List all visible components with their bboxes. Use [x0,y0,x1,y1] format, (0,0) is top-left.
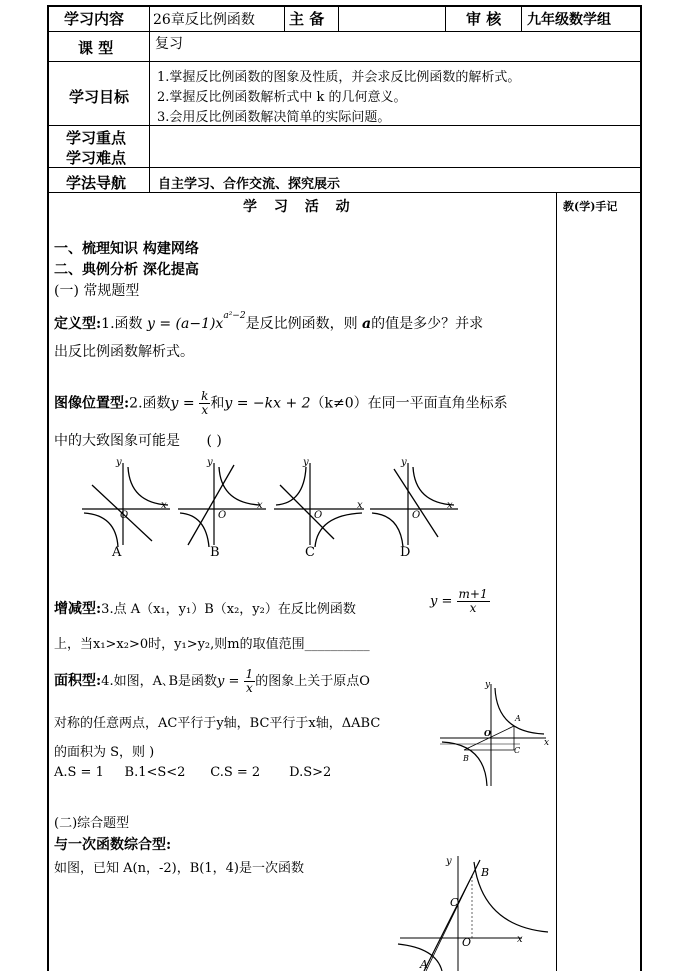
figure-label-origin: O [462,936,472,949]
fraction [244,668,256,695]
question-text: 1.函数 [101,316,143,332]
row-divider [47,31,642,32]
fraction [199,390,210,417]
area-question-figure [440,680,550,790]
formula: y = [217,674,240,689]
axis-label-x: x [447,500,453,511]
outer-left-border [47,5,49,971]
question-4-line-3: 的面积为 S，则 ) [54,745,155,760]
origin-label: O [314,510,323,521]
linear-function-figure [396,852,552,971]
question-4-line-2: 对称的任意两点，AC平行于y轴，BC平行于x轴，ΔABC [54,716,381,731]
origin-label: O [218,510,227,521]
figure-label-y: y [485,680,491,690]
question-5-tag: 与一次函数综合型: [54,837,172,853]
option-label: A [112,545,122,560]
formula: y = [430,594,453,609]
formula: y = [170,395,195,412]
question-1 [54,313,483,333]
question-text: 4.如图，A､B是函数 [101,674,218,689]
goal-item: 2.掌握反比例函数解析式中 k 的几何意义。 [157,90,407,105]
axis-label-y: y [303,457,309,468]
question-text: 2.函数 [129,395,171,412]
axis-label-y: y [401,457,407,468]
fraction-denominator: x [245,681,253,695]
figure-label-b: B [463,754,469,763]
question-tag: 图像位置型: [54,395,130,412]
fraction-numerator: m+1 [458,587,488,601]
key-points-label: 学习重点 [66,129,127,147]
subsection-heading: (一) 常规题型 [54,283,140,299]
main-prep-label: 主 备 [289,10,325,28]
answer-paren: ( ) [206,433,222,449]
section-heading: 一、梳理知识 构建网络 [54,241,199,257]
outer-right-border [640,5,642,971]
figure-label-a: A [420,958,428,971]
header-divider [521,5,522,31]
figure-label-c: C [514,746,521,755]
axis-label-y: y [116,457,122,468]
question-4 [54,668,370,695]
difficulties-label: 学习难点 [66,149,127,167]
notes-column-divider [556,192,557,971]
variable: a [362,316,372,332]
axis-label-x: x [257,500,263,511]
origin-label: O [412,510,421,521]
row-divider [47,61,642,62]
row-divider [47,125,642,126]
header-divider [445,5,446,31]
axis-label-y: y [207,457,213,468]
graph-option [178,463,266,547]
axis-label-x: x [161,500,167,511]
content-label: 学习内容 [64,10,125,28]
method-label: 学法导航 [66,174,127,192]
figure-label-x: x [544,738,550,748]
question-text: 3.点 A（x₁，y₁）B（x₂，y₂）在反比例函数 [101,602,356,617]
figure-label-a: A [515,714,521,723]
header-divider [338,5,339,31]
course-type-value: 复习 [155,36,183,52]
axis-label-x: x [357,500,363,511]
option-label: B [210,545,220,560]
graph-option [274,463,364,547]
figure-label-c: C [450,896,459,909]
goal-item: 1.掌握反比例函数的图象及性质，并会求反比例函数的解析式。 [157,70,521,85]
question-text: 是反比例函数，则 [245,316,358,332]
question-text: 的图象上关于原点O [255,674,370,689]
section-heading: 二、典例分析 深化提高 [54,262,199,278]
question-3 [54,598,356,618]
row-divider [47,167,642,168]
content-value: 26章反比例函数 [153,12,255,28]
notes-column-label: 教(学)手记 [563,200,618,213]
goal-item: 3.会用反比例函数解决简单的实际问题。 [157,110,391,125]
subsection-heading: (二)综合题型 [54,816,130,831]
question-tag: 面积型: [54,673,102,689]
option-label: D [400,545,411,560]
question-text: 和 [210,395,225,412]
question-tag: 定义型: [54,316,102,332]
question-text: 的值是多少？并求 [371,316,484,332]
question-tag: 增减型: [54,601,102,617]
question-1-line-2: 出反比例函数解析式。 [54,344,194,360]
figure-label-x: x [517,934,523,945]
graph-option [370,463,458,547]
fraction-numerator: 1 [245,667,254,681]
label-column-divider [149,5,150,192]
outer-top-border [47,5,642,7]
review-label: 审 核 [466,10,502,28]
formula: y = −kx + 2 [224,395,311,412]
method-value: 自主学习、合作交流、探究展示 [158,177,341,192]
question-3-line-2: 上，当x₁>x₂>0时，y₁>y₂,则m的取值范围__________ [54,637,370,652]
question-5-text: 如图，已知 A(n，-2)，B(1，4)是一次函数 [54,861,304,876]
option-label: C [305,545,315,560]
question-2-line-2 [54,430,222,450]
row-divider [47,192,642,193]
origin-label: O [120,510,129,521]
graph-option [82,463,170,547]
figure-label-y: y [446,856,452,867]
course-type-label: 课 型 [78,39,114,57]
activity-title: 学 习 活 动 [243,199,356,215]
figure-label-origin: O [484,728,491,738]
fraction-numerator: k [201,389,209,403]
question-4-options: A.S = 1 B.1<S<2 C.S = 2 D.S>2 [54,765,332,780]
question-2 [54,390,508,417]
formula: y = (a−1)x [146,316,224,332]
goals-label: 学习目标 [69,88,130,106]
review-value: 九年级数学组 [527,12,611,28]
fraction-denominator: x [201,403,209,417]
question-text: 中的大致图象可能是 [54,433,180,449]
figure-label-b: B [481,866,490,879]
header-divider [284,5,285,31]
fraction [457,588,490,615]
question-text: （k≠0）在同一平面直角坐标系 [310,395,508,412]
fraction-denominator: x [469,601,477,615]
formula-exponent: a²−2 [223,311,246,322]
question-3-formula [430,588,490,615]
